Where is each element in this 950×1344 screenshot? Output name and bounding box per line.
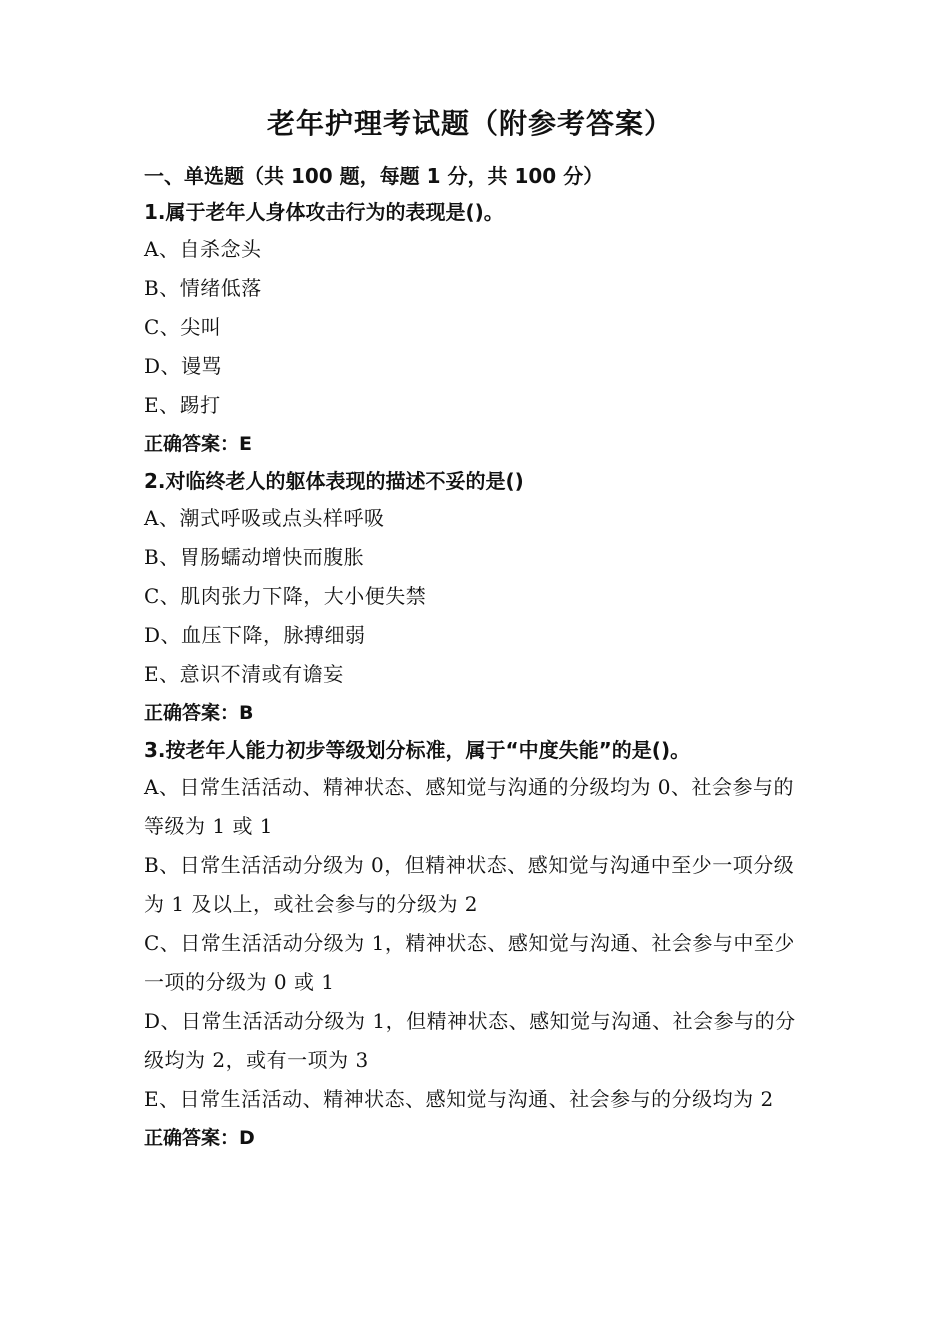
option-e: E、意识不清或有谵妄 — [144, 662, 344, 686]
question-stem: 2.对临终老人的躯体表现的描述不妥的是() — [144, 469, 524, 493]
option-a: A、自杀念头 — [144, 237, 262, 261]
correct-answer: 正确答案：D — [144, 1127, 255, 1149]
question-2 — [144, 463, 814, 732]
option-d: D、日常生活活动分级为 1，但精神状态、感知觉与沟通、社会参与的分级均为 2，或有一项为 3 — [144, 1009, 796, 1072]
option-b: B、胃肠蠕动增快而腹胀 — [144, 545, 365, 569]
section-heading: 一、单选题（共 100 题，每题 1 分，共 100 分） — [144, 164, 604, 188]
option-b: B、情绪低落 — [144, 276, 262, 300]
option-a: A、日常生活活动、精神状态、感知觉与沟通的分级均为 0、社会参与的等级为 1 或 1 — [144, 775, 795, 838]
option-c: C、肌肉张力下降，大小便失禁 — [144, 584, 427, 608]
correct-answer: 正确答案：E — [144, 433, 252, 455]
option-e: E、日常生活活动、精神状态、感知觉与沟通、社会参与的分级均为 2 — [144, 1087, 774, 1111]
question-stem: 3.按老年人能力初步等级划分标准，属于“中度失能”的是()。 — [144, 738, 691, 762]
option-c: C、尖叫 — [144, 315, 222, 339]
option-e: E、踢打 — [144, 393, 221, 417]
question-stem: 1.属于老年人身体攻击行为的表现是()。 — [144, 200, 504, 224]
correct-answer: 正确答案：B — [144, 702, 254, 724]
option-d: D、血压下降，脉搏细弱 — [144, 623, 366, 647]
question-1 — [144, 194, 814, 463]
option-d: D、谩骂 — [144, 354, 223, 378]
document-body — [144, 158, 814, 1157]
option-a: A、潮式呼吸或点头样呼吸 — [144, 506, 385, 530]
option-b: B、日常生活活动分级为 0，但精神状态、感知觉与沟通中至少一项分级为 1 及以上，或社会参与的分级为 2 — [144, 853, 795, 916]
document-title: 老年护理考试题（附参考答案） — [266, 107, 673, 140]
question-3 — [144, 732, 814, 1157]
option-c: C、日常生活活动分级为 1，精神状态、感知觉与沟通、社会参与中至少一项的分级为 0 或 1 — [144, 931, 795, 994]
